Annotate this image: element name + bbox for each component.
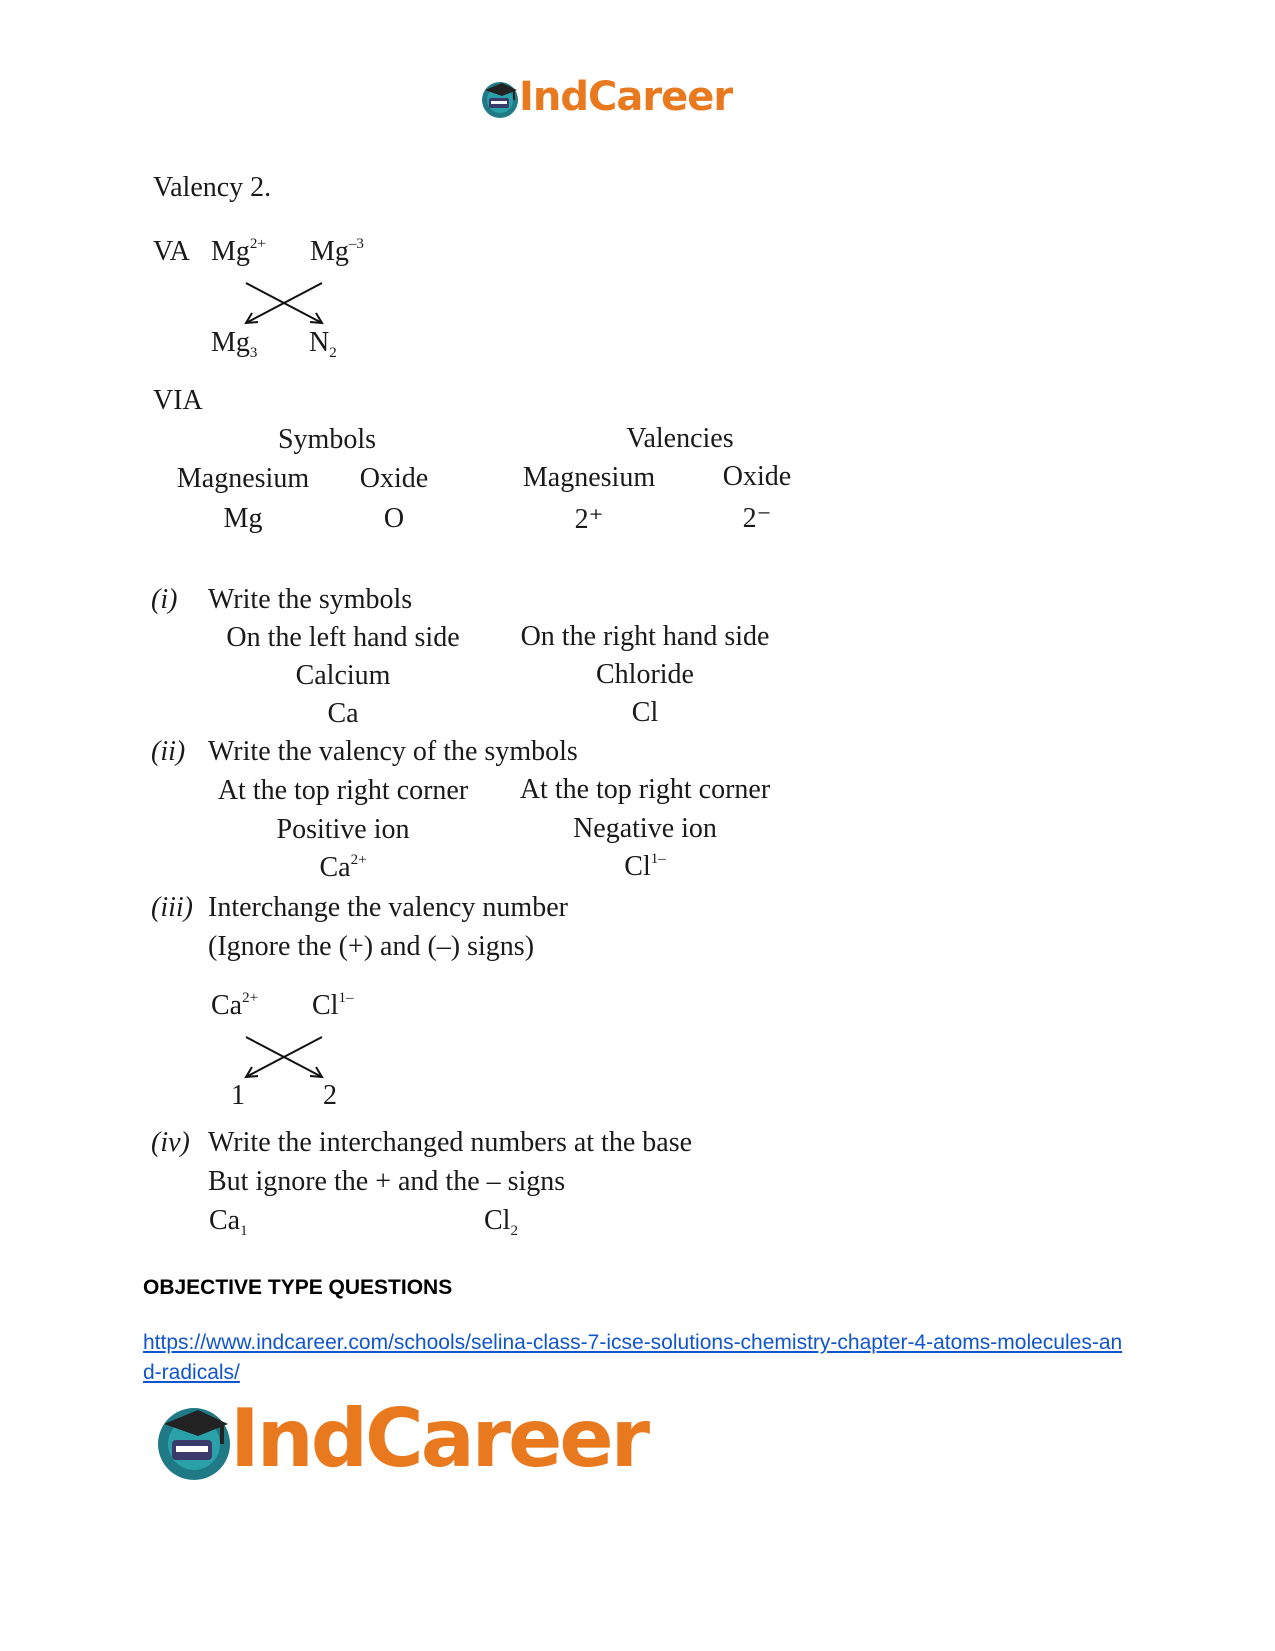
step2-right-head: At the top right corner xyxy=(519,774,771,805)
via-col-magnesium-1: Magnesium xyxy=(176,463,310,494)
step4-number: (iv) xyxy=(151,1127,190,1158)
step3-cross-arrows xyxy=(240,1034,330,1080)
step4-note: But ignore the + and the – signs xyxy=(208,1166,566,1197)
step4-text: Write the interchanged numbers at the base xyxy=(208,1127,693,1158)
step4-right-symbol: Cl xyxy=(484,1205,511,1236)
step4-right-sub: 2 xyxy=(510,1223,518,1239)
va-top-right xyxy=(310,236,364,268)
step1-left-name: Calcium xyxy=(295,660,391,691)
via-val-mg: Mg xyxy=(223,503,263,534)
va-bottom-left-symbol: Mg xyxy=(211,327,250,358)
via-label: VIA xyxy=(153,385,203,416)
via-valencies-heading: Valencies xyxy=(626,423,734,454)
step2-right-name: Negative ion xyxy=(573,813,717,844)
va-bottom-right-symbol: N xyxy=(309,327,330,358)
step3-top-left xyxy=(211,990,258,1022)
via-col-magnesium-2: Magnesium xyxy=(522,462,656,493)
step3-top-right-symbol: Cl xyxy=(312,990,339,1021)
step2-left-head: At the top right corner xyxy=(217,775,469,806)
step1-left-head: On the left hand side xyxy=(226,622,460,653)
step1-right-symbol: Cl xyxy=(631,697,659,728)
step4-left xyxy=(209,1205,248,1240)
step2-right-symbol: Cl xyxy=(624,851,651,882)
step4-right xyxy=(484,1205,518,1240)
source-link[interactable]: https://www.indcareer.com/schools/selina-class-7-icse-solutions-chemistry-chapter-4-atoms-molecules-and-radicals/ xyxy=(143,1331,1123,1384)
step2-left-symbol: Ca xyxy=(319,852,351,883)
va-bottom-right xyxy=(309,327,337,362)
step4-left-sub: 1 xyxy=(240,1223,248,1239)
via-col-oxide-1: Oxide xyxy=(359,463,429,494)
step3-text: Interchange the valency number xyxy=(208,892,568,923)
objective-heading: OBJECTIVE TYPE QUESTIONS xyxy=(143,1276,453,1299)
valency-line: Valency 2. xyxy=(153,172,272,203)
via-val-mg-valency: 2⁺ xyxy=(574,504,604,535)
step1-right-name: Chloride xyxy=(596,659,694,690)
step1-right-head: On the right hand side xyxy=(520,621,770,652)
step2-right-ion xyxy=(624,851,665,883)
step2-left-ion xyxy=(319,852,366,884)
via-val-oxide-valency: 2⁻ xyxy=(742,503,772,534)
va-top-left-sup: 2+ xyxy=(249,236,266,252)
footer-logo xyxy=(152,1392,672,1488)
va-top-right-sup: –3 xyxy=(348,236,364,252)
step2-left-name: Positive ion xyxy=(276,814,410,845)
va-bottom-right-sub: 2 xyxy=(329,345,337,361)
footer-brand-text: IndCareer xyxy=(230,1392,648,1485)
graduation-cap-globe-icon xyxy=(152,1400,236,1484)
step3-top-right-sup: 1– xyxy=(338,990,354,1006)
step3-top-left-symbol: Ca xyxy=(211,990,243,1021)
step4-left-symbol: Ca xyxy=(209,1205,241,1236)
va-top-right-symbol: Mg xyxy=(310,236,349,267)
step1-text: Write the symbols xyxy=(208,584,413,615)
va-bottom-left xyxy=(211,327,257,362)
step1-left-symbol: Ca xyxy=(327,698,359,729)
step3-bottom-left: 1 xyxy=(231,1080,245,1111)
step2-left-sup: 2+ xyxy=(350,852,367,868)
step3-note: (Ignore the (+) and (–) signs) xyxy=(208,931,535,962)
step3-top-right xyxy=(312,990,353,1022)
va-top-left xyxy=(211,236,266,268)
via-symbols-heading: Symbols xyxy=(277,424,377,455)
step3-number: (iii) xyxy=(151,892,193,923)
via-col-oxide-2: Oxide xyxy=(722,461,792,492)
step2-number: (ii) xyxy=(151,736,186,767)
va-cross-arrows xyxy=(240,280,330,326)
va-bottom-left-sub: 3 xyxy=(249,345,258,361)
step3-top-left-sup: 2+ xyxy=(242,990,259,1006)
step2-text: Write the valency of the symbols xyxy=(208,736,578,767)
step2-right-sup: 1– xyxy=(650,851,666,867)
va-label: VA xyxy=(153,236,190,267)
step1-number: (i) xyxy=(151,584,178,615)
header-brand-text: IndCareer xyxy=(519,74,733,120)
va-top-left-symbol: Mg xyxy=(211,236,250,267)
step3-bottom-right: 2 xyxy=(323,1080,337,1111)
graduation-cap-globe-icon xyxy=(479,78,521,120)
via-val-o: O xyxy=(383,503,405,534)
